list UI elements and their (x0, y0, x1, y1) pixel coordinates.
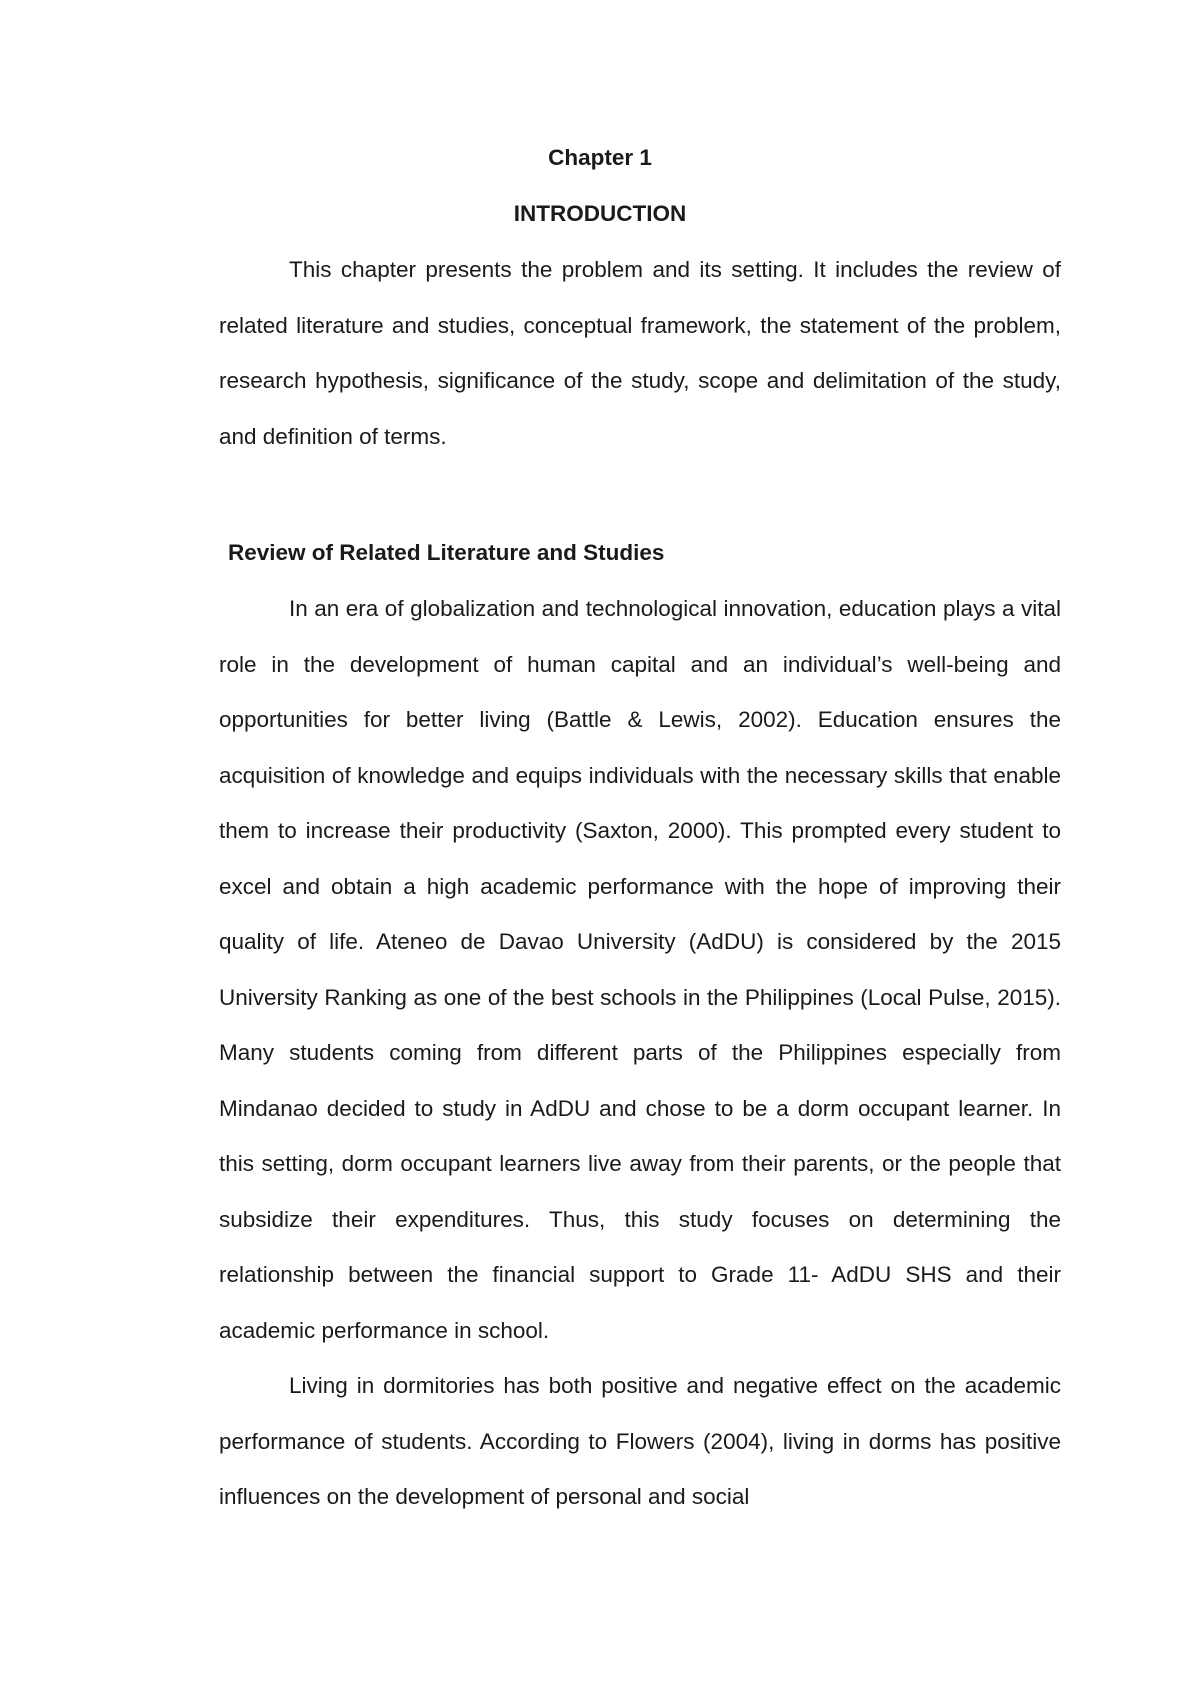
section-heading: Review of Related Literature and Studies (228, 540, 665, 565)
chapter-label: Chapter 1 (548, 145, 652, 170)
body-paragraph: Living in dormitories has both positive and negative effect on the academic performance of students. According to Flowers (2004), living in dorms has positive influences on the development of personal and social (219, 1373, 1061, 1509)
body-paragraph: In an era of globalization and technological innovation, education plays a vital role in the development of human capital and an individual’s well-being and opportunities for better living (Battle & Lewis, 2002). Education ensures the acquisition of knowledge and equips individuals with the necessary skills that enable them to increase their productivity (Saxton, 2000). This prompted every student to excel and obtain a high academic performance with the hope of improving their quality of life. Ateneo de Davao University (AdDU) is considered by the 2015 University Ranking as one of the best schools in the Philippines (Local Pulse, 2015). Many students coming from different parts of the Philippines especially from Mindanao decided to study in AdDU and chose to be a dorm occupant learner. In this setting, dorm occupant learners live away from their parents, or the people that subsidize their expenditures. Thus, this study focuses on determining the relationship between the financial support to Grade 11- AdDU SHS and their academic performance in school. (219, 596, 1061, 1343)
review-section (219, 581, 1061, 1525)
intro-paragraph: This chapter presents the problem and its setting. It includes the review of related literature and studies, conceptual framework, the statement of the problem, research hypothesis, significance of the study, scope and delimitation of the study, and definition of terms. (219, 257, 1061, 449)
chapter-title: INTRODUCTION (513, 201, 687, 226)
intro-section (219, 242, 1061, 464)
